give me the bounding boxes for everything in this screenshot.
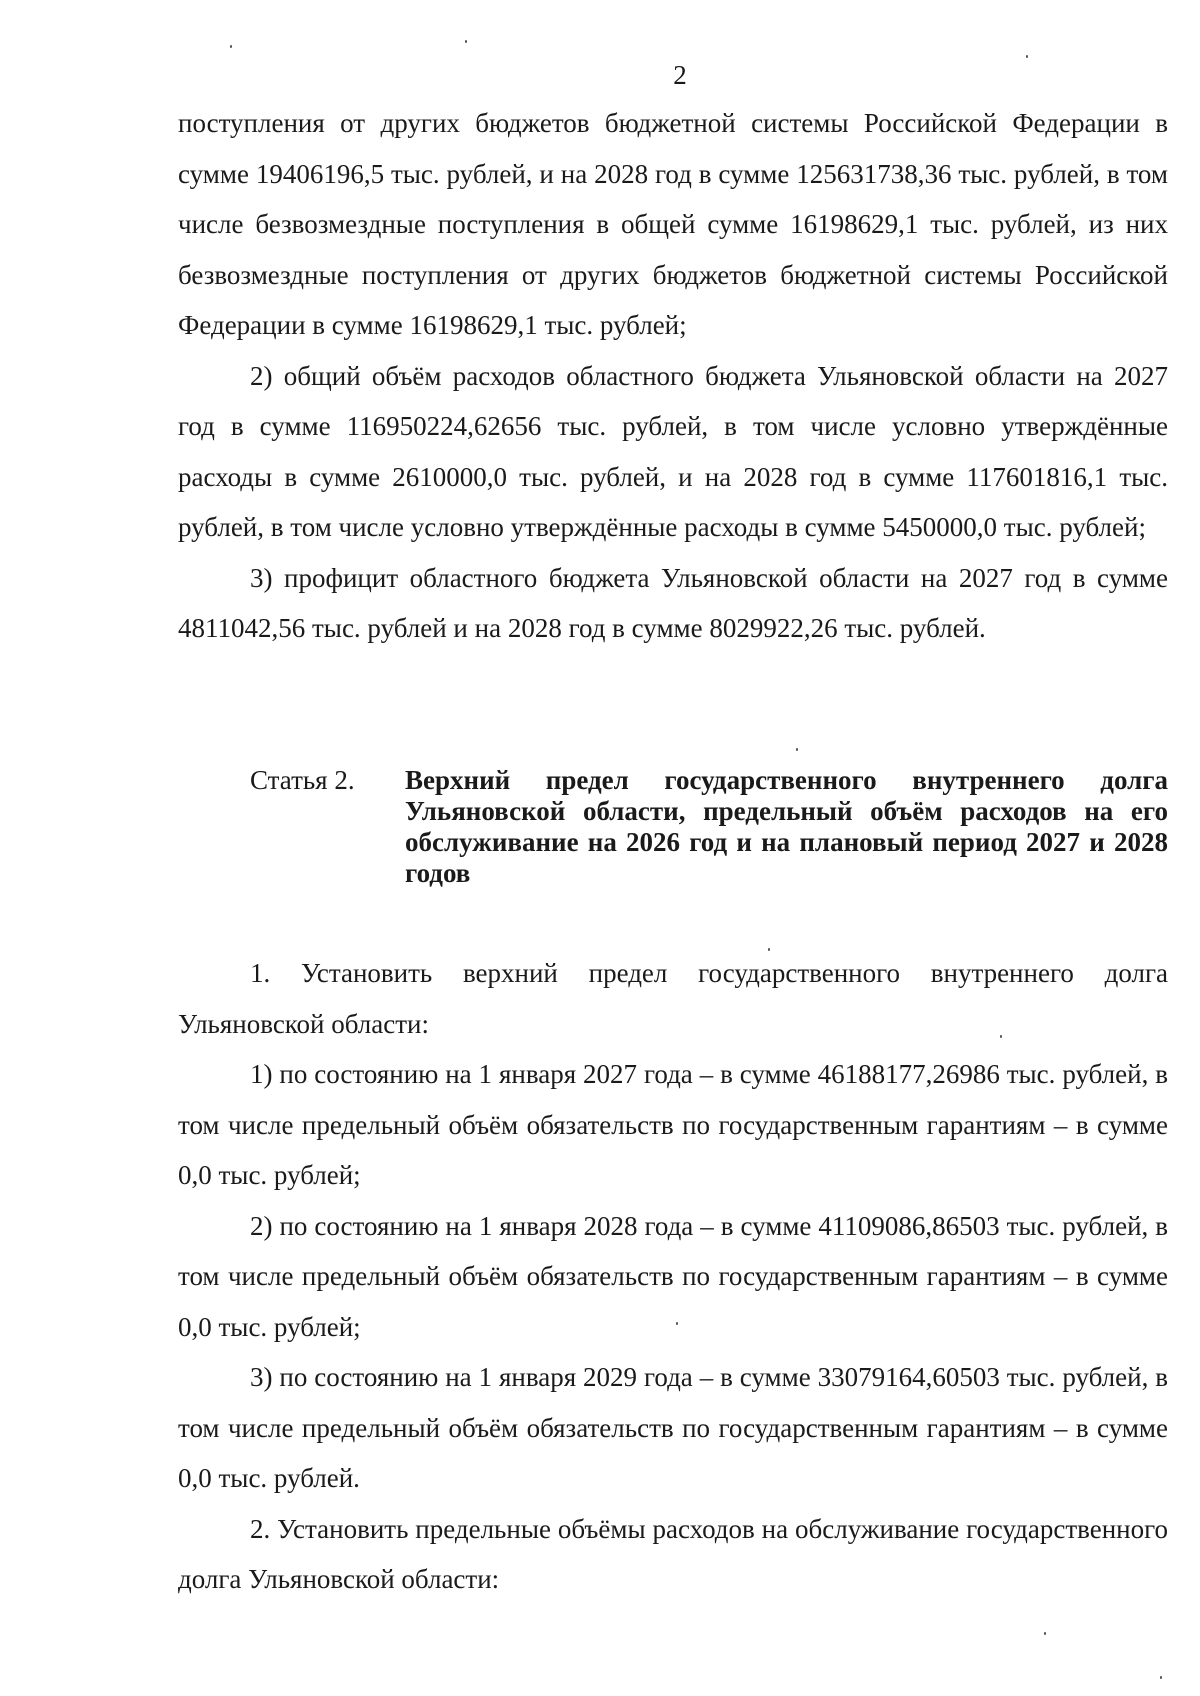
page-number: 2 (673, 60, 687, 90)
article-title: Верхний предел государственного внутреннего долга Ульяновской области, предельный объём расходов на его обслуживание на 2026 год и на плановый период 2027 и 2028 годов (405, 765, 1168, 888)
scan-speck (465, 40, 467, 43)
scan-speck (1026, 55, 1028, 58)
paragraph-debt-2029: 3) по состоянию на 1 января 2029 года – в сумме 33079164,60503 тыс. рублей, в том числе предельный объём обязательств по государственным гарантиям – в сумме 0,0 тыс. рублей. (178, 1362, 1168, 1493)
paragraph-set-debt-limit: 1. Установить верхний предел государственного внутреннего долга Ульяновской области: (178, 958, 1168, 1039)
scan-speck (1044, 1632, 1046, 1635)
scan-speck (1000, 1035, 1002, 1038)
body-text-article (178, 948, 1168, 1605)
scan-speck (230, 45, 232, 48)
article-label: Статья 2. (250, 765, 355, 795)
body-text-top (178, 98, 1168, 654)
paragraph-continuation: поступления от других бюджетов бюджетной системы Российской Федерации в сумме 19406196,5 тыс. рублей, и на 2028 год в сумме 125631738,36 тыс. рублей, в том числе безвозмездные поступления в общей сумме 16198629,1 тыс. рублей, из них безвозмездные поступления от других бюджетов бюджетной системы Российской Федерации в сумме 16198629,1 тыс. рублей; (178, 108, 1168, 340)
scan-speck (1160, 1676, 1162, 1679)
paragraph-service-limits: 2. Установить предельные объёмы расходов на обслуживание государственного долга Ульяновской области: (178, 1513, 1168, 1594)
paragraph-debt-2028: 2) по состоянию на 1 января 2028 года – в сумме 41109086,86503 тыс. рублей, в том числе предельный объём обязательств по государственным гарантиям – в сумме 0,0 тыс. рублей; (178, 1210, 1168, 1342)
paragraph-expenditure: 2) общий объём расходов областного бюджета Ульяновской области на 2027 год в сумме 116950224,62656 тыс. рублей, в том числе условно утверждённые расходы в сумме 2610000,0 тыс. рублей, и на 2028 год в сумме 117601816,1 тыс. рублей, в том числе условно утверждённые расходы в сумме 5450000,0 тыс. рублей; (178, 360, 1168, 542)
scan-speck (796, 748, 798, 751)
paragraph-debt-2027: 1) по состоянию на 1 января 2027 года – в сумме 46188177,26986 тыс. рублей, в том числе предельный объём обязательств по государственным гарантиям – в сумме 0,0 тыс. рублей; (178, 1059, 1168, 1190)
paragraph-surplus: 3) профицит областного бюджета Ульяновской области на 2027 год в сумме 4811042,56 тыс. рублей и на 2028 год в сумме 8029922,26 тыс. рублей. (178, 562, 1168, 643)
scan-speck (768, 948, 770, 951)
scan-speck (676, 1322, 678, 1325)
